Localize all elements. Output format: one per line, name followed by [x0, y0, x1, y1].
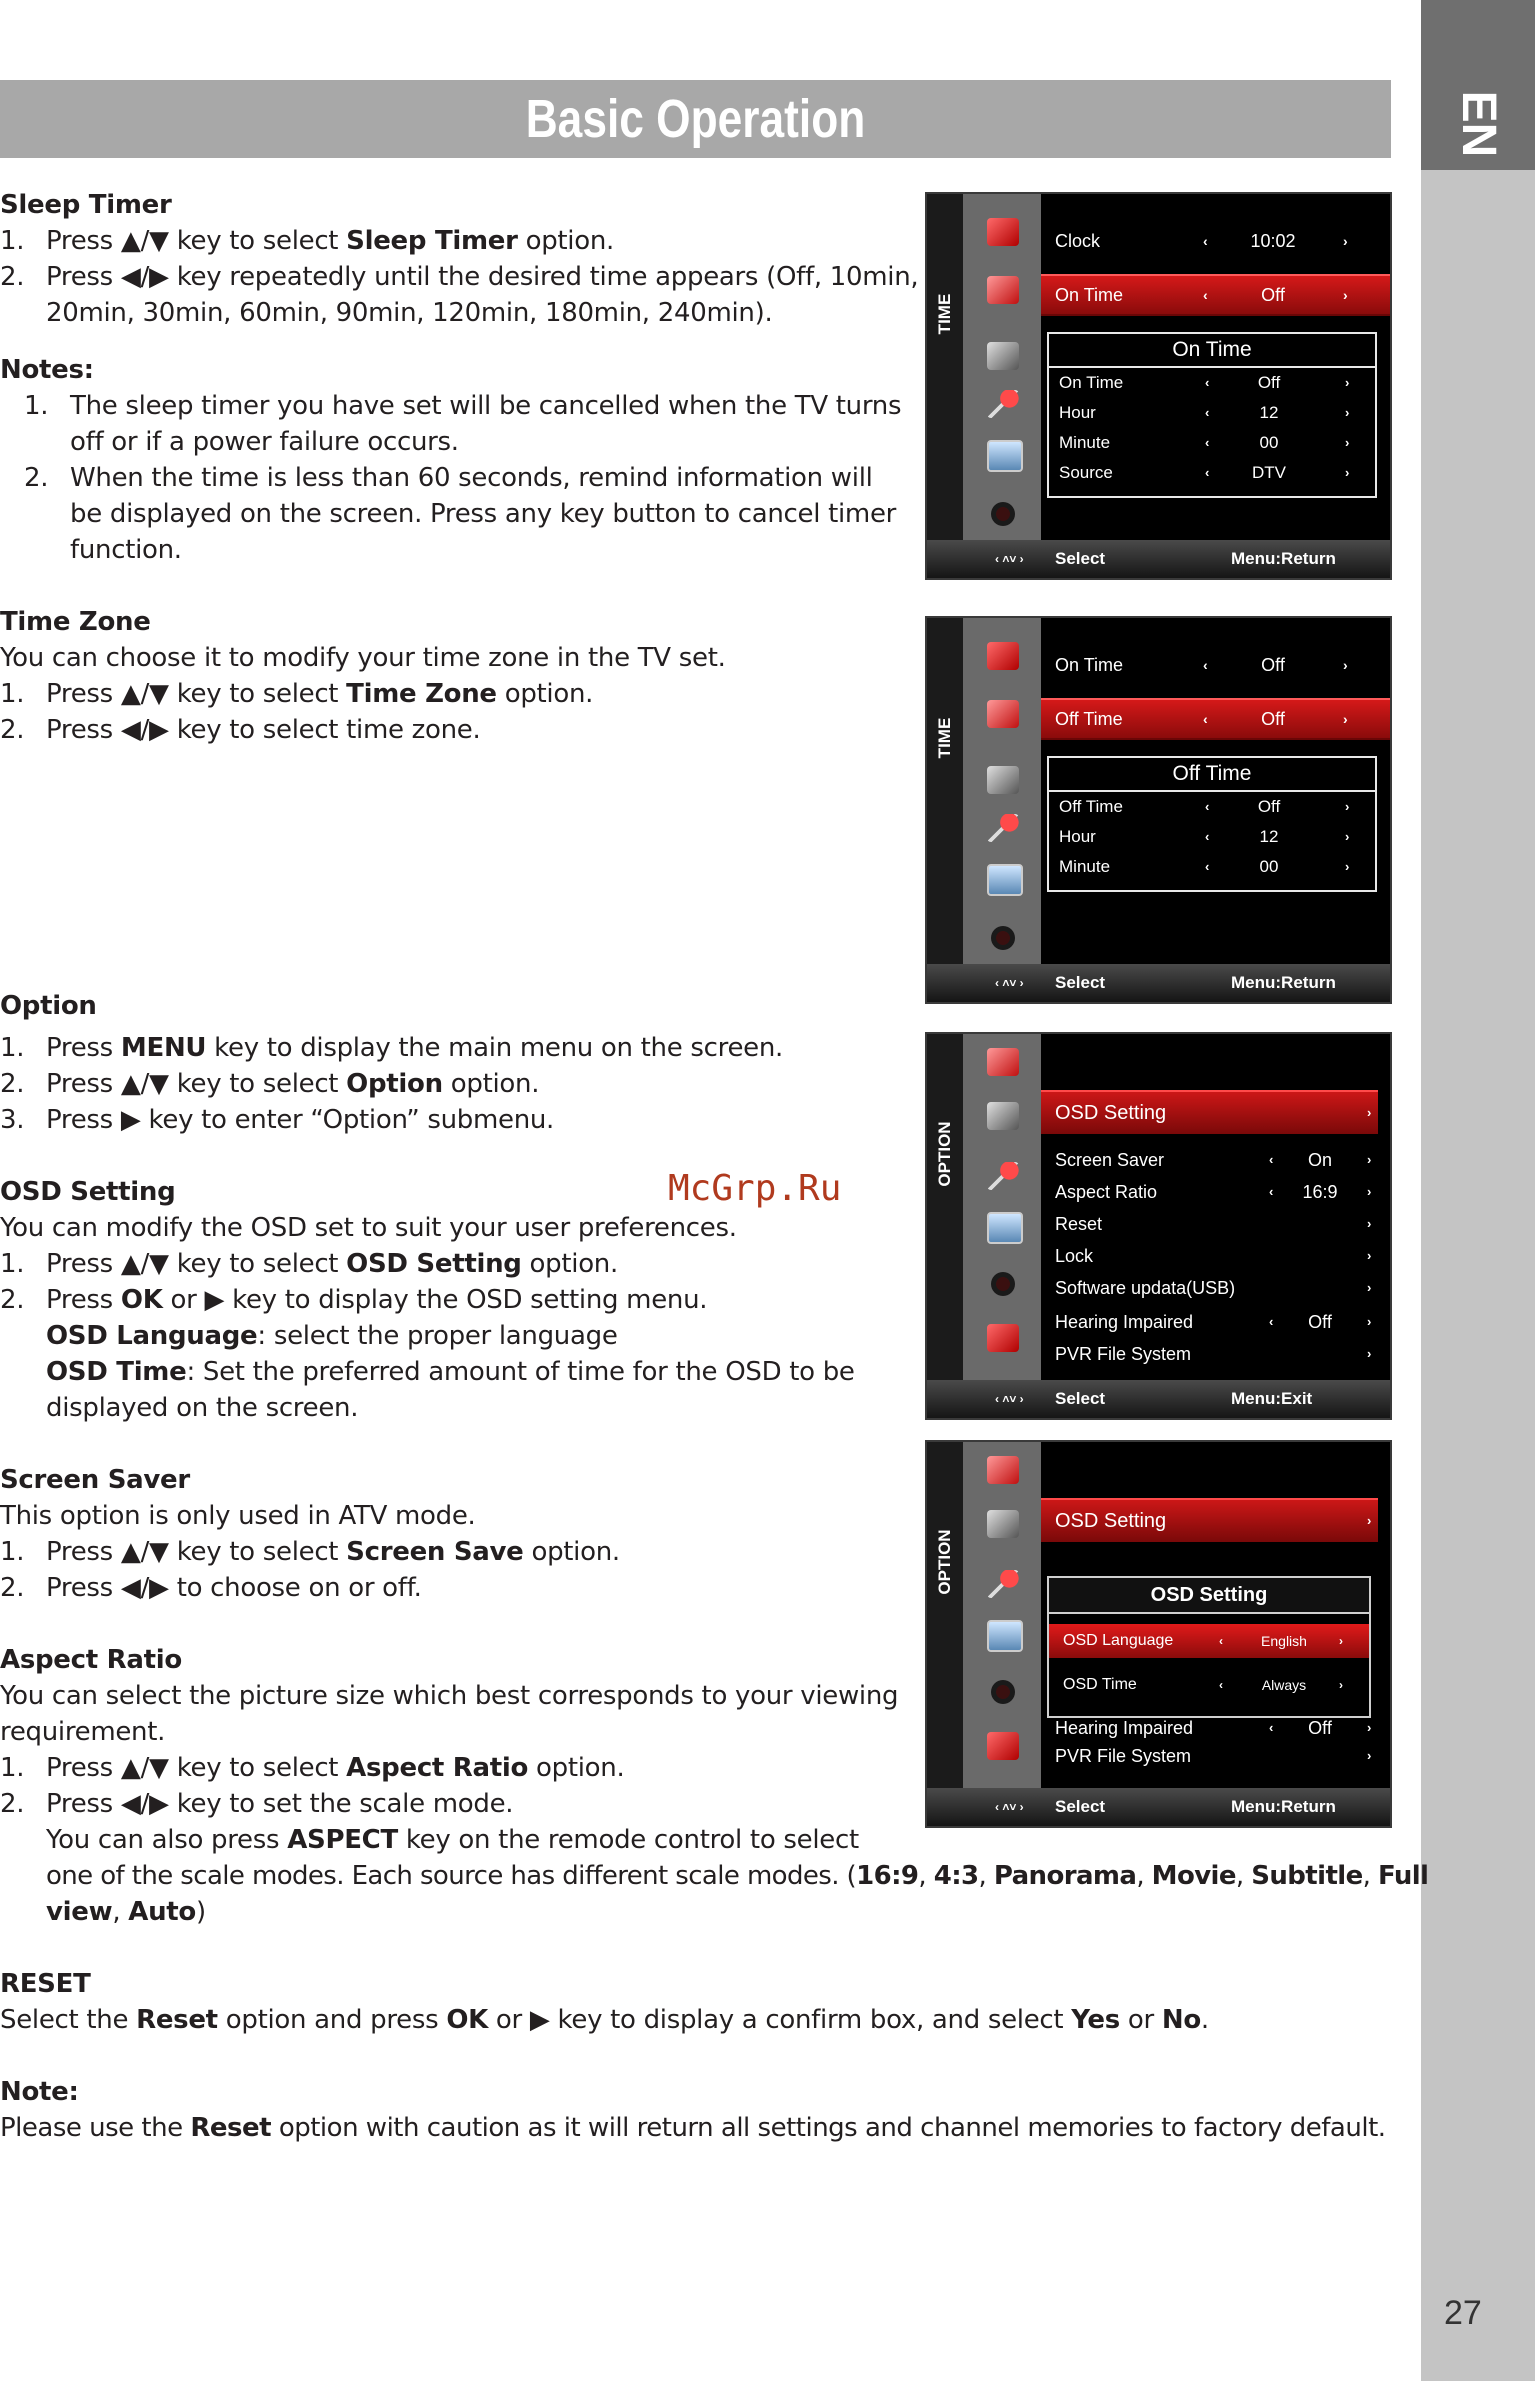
submenu-row-hour[interactable]: Hour ‹ 12 ›: [1059, 827, 1350, 846]
osd-time-desc: OSD Time: Set the preferred amount of time for the OSD to be: [46, 1357, 855, 1387]
osd-intro: You can modify the OSD set to suit your user preferences.: [0, 1213, 737, 1243]
tools-icon[interactable]: [987, 342, 1019, 370]
menu-icon-column: [963, 194, 1041, 540]
timezone-step-1: 1. Press ▲/▼ key to select Time Zone option.: [0, 679, 594, 709]
screensaver-intro: This option is only used in ATV mode.: [0, 1501, 476, 1531]
aspect-modes-cont: view, Auto): [46, 1897, 206, 1927]
monitor-icon[interactable]: [987, 440, 1023, 472]
picture-icon[interactable]: [987, 218, 1019, 246]
aspect-step-2-cont: You can also press ASPECT key on the remode control to select: [46, 1825, 859, 1855]
footer-menu-return: Menu:Return: [1231, 549, 1336, 568]
submenu-title: On Time: [1049, 334, 1375, 368]
timezone-step-2: 2. Press ◀/▶ key to select time zone.: [0, 715, 481, 745]
menu-row-reset[interactable]: Reset ›: [1055, 1214, 1372, 1234]
menu-tab-label: TIME: [935, 293, 954, 335]
lock-icon[interactable]: [991, 1680, 1015, 1704]
screensaver-step-2: 2. Press ◀/▶ to choose on or off.: [0, 1573, 422, 1603]
popup-title: OSD Setting: [1049, 1578, 1369, 1614]
picture-icon[interactable]: [987, 1732, 1019, 1760]
menu-tab: [927, 1442, 963, 1788]
footer-select: Select: [1055, 1797, 1106, 1816]
popup-row-osd-language[interactable]: OSD Language ‹ English ›: [1049, 1624, 1369, 1658]
footer-select: Select: [1055, 973, 1106, 992]
menu-row-ontime-selected[interactable]: On Time ‹ Off ›: [1041, 274, 1390, 316]
note-2-cont: be displayed on the screen. Press any key button to cancel timer: [70, 499, 897, 529]
screensaver-heading: Screen Saver: [0, 1465, 190, 1495]
monitor-icon[interactable]: [987, 1620, 1023, 1652]
osd-heading: OSD Setting: [0, 1177, 176, 1207]
sound-icon[interactable]: [987, 700, 1019, 728]
note-2-cont2: function.: [70, 535, 182, 565]
nav-arrows-icon: ‹ ˄˅ ›: [995, 976, 1024, 990]
osd-setting-popup: [1047, 1576, 1371, 1718]
monitor-icon[interactable]: [987, 864, 1023, 896]
ontime-submenu: [1047, 332, 1377, 498]
menu-row-screen-saver[interactable]: Screen Saver ‹ On ›: [1055, 1150, 1372, 1170]
pin-icon[interactable]: [987, 1570, 1019, 1598]
aspect-step-2: 2. Press ◀/▶ key to set the scale mode.: [0, 1789, 514, 1819]
footer-select: Select: [1055, 1389, 1106, 1408]
pin-icon[interactable]: [987, 1162, 1019, 1190]
footer-menu-return: Menu:Return: [1231, 1797, 1336, 1816]
aspect-modes: one of the scale modes. Each source has different scale modes. (16:9, 4:3, Panorama, Movie, Subtitle, Full: [46, 1861, 1429, 1891]
note-desc: Please use the Reset option with caution as it will return all settings and channel memories to factory default.: [0, 2113, 1386, 2143]
aspect-intro-cont: requirement.: [0, 1717, 166, 1747]
menu-tab: [927, 1034, 963, 1380]
watermark: McGrp.Ru: [668, 1168, 842, 1209]
menu-tab: [927, 194, 963, 540]
osd-language-desc: OSD Language: select the proper language: [46, 1321, 618, 1351]
sleep-step-1: 1. Press ▲/▼ key to select Sleep Timer option.: [0, 226, 614, 256]
section-header: [0, 80, 1391, 158]
osd-step-2: 2. Press OK or ▶ key to display the OSD setting menu.: [0, 1285, 708, 1315]
menu-icon-column: [963, 1034, 1041, 1380]
submenu-row-ontime[interactable]: On Time ‹ Off ›: [1059, 373, 1350, 392]
page-title: Basic Operation: [525, 89, 866, 149]
menu-row-lock[interactable]: Lock ›: [1055, 1246, 1372, 1266]
menu-tab: [927, 618, 963, 964]
menu-row-pvr-file-system[interactable]: PVR File System ›: [1055, 1344, 1372, 1364]
footer-select: Select: [1055, 549, 1106, 568]
osd-step-1: 1. Press ▲/▼ key to select OSD Setting option.: [0, 1249, 618, 1279]
aspect-heading: Aspect Ratio: [0, 1645, 182, 1675]
menu-tab-label: TIME: [935, 717, 954, 759]
menu-row-osd-setting-selected[interactable]: OSD Setting ›: [1041, 1090, 1378, 1134]
footer-menu-return: Menu:Return: [1231, 973, 1336, 992]
page-number: 27: [1444, 2294, 1482, 2332]
reset-desc: Select the Reset option and press OK or ▶ key to display a confirm box, and select Yes or No.: [0, 2005, 1209, 2035]
tv-screen-time-ontime: [925, 192, 1392, 580]
menu-row-ontime[interactable]: On Time ‹ Off ›: [1055, 655, 1348, 675]
aspect-step-1: 1. Press ▲/▼ key to select Aspect Ratio option.: [0, 1753, 625, 1783]
menu-panel: [1041, 194, 1390, 540]
submenu-row-minute[interactable]: Minute ‹ 00 ›: [1059, 433, 1350, 452]
tv-screen-osd-setting: [925, 1440, 1392, 1828]
option-step-1: 1. Press MENU key to display the main menu on the screen.: [0, 1033, 783, 1063]
tv-screen-time-offtime: [925, 616, 1392, 1004]
nav-arrows-icon: ‹ ˄˅ ›: [995, 552, 1024, 566]
option-heading: Option: [0, 991, 97, 1021]
language-label: EN: [1452, 90, 1505, 158]
menu-row-offtime-selected[interactable]: Off Time ‹ Off ›: [1041, 698, 1390, 740]
menu-row-pvr-file-system[interactable]: PVR File System ›: [1055, 1746, 1372, 1766]
nav-arrows-icon: ‹ ˄˅ ›: [995, 1800, 1024, 1814]
menu-row-osd-setting-selected[interactable]: OSD Setting ›: [1041, 1498, 1378, 1542]
screen-footer: [927, 1380, 1390, 1418]
tv-screen-option: [925, 1032, 1392, 1420]
sound-icon[interactable]: [987, 1048, 1019, 1076]
note-1-cont: off or if a power failure occurs.: [70, 427, 459, 457]
menu-tab-label: OPTION: [935, 1529, 954, 1595]
notes-heading: Notes:: [0, 355, 94, 385]
submenu-row-source[interactable]: Source ‹ DTV ›: [1059, 463, 1350, 482]
offtime-submenu: [1047, 756, 1377, 892]
menu-row-aspect-ratio[interactable]: Aspect Ratio ‹ 16:9 ›: [1055, 1182, 1372, 1202]
menu-panel: [1041, 1034, 1390, 1380]
popup-row-osd-time[interactable]: OSD Time ‹ Always ›: [1063, 1676, 1343, 1693]
note-2: 2. When the time is less than 60 seconds, remind information will: [24, 463, 873, 493]
picture-icon[interactable]: [987, 1324, 1019, 1352]
screen-footer: [927, 964, 1390, 1002]
screen-footer: [927, 1788, 1390, 1826]
tools-icon[interactable]: [987, 1102, 1019, 1130]
footer-menu-exit: Menu:Exit: [1231, 1389, 1313, 1408]
submenu-row-minute[interactable]: Minute ‹ 00 ›: [1059, 857, 1350, 876]
pin-icon[interactable]: [987, 814, 1019, 842]
menu-row-software-update[interactable]: Software updata(USB) ›: [1055, 1278, 1372, 1298]
sleep-step-2: 2. Press ◀/▶ key repeatedly until the desired time appears (Off, 10min,: [0, 262, 919, 292]
tools-icon[interactable]: [987, 766, 1019, 794]
menu-icon-column: [963, 1442, 1041, 1788]
lock-icon[interactable]: [991, 1272, 1015, 1296]
menu-row-hearing-impaired[interactable]: Hearing Impaired ‹ Off ›: [1055, 1718, 1372, 1738]
lock-icon[interactable]: [991, 502, 1015, 526]
note-1: 1. The sleep timer you have set will be cancelled when the TV turns: [24, 391, 902, 421]
picture-icon[interactable]: [987, 642, 1019, 670]
menu-icon-column: [963, 618, 1041, 964]
note-heading: Note:: [0, 2077, 79, 2107]
submenu-row-hour[interactable]: Hour ‹ 12 ›: [1059, 403, 1350, 422]
option-step-2: 2. Press ▲/▼ key to select Option option.: [0, 1069, 540, 1099]
screensaver-step-1: 1. Press ▲/▼ key to select Screen Save option.: [0, 1537, 620, 1567]
timezone-heading: Time Zone: [0, 607, 151, 637]
sound-icon[interactable]: [987, 276, 1019, 304]
sound-icon[interactable]: [987, 1456, 1019, 1484]
reset-heading: RESET: [0, 1969, 91, 1999]
language-sidebar: [1421, 0, 1535, 2381]
submenu-row-offtime[interactable]: Off Time ‹ Off ›: [1059, 797, 1350, 816]
submenu-title: Off Time: [1049, 758, 1375, 792]
sleep-step-2-cont: 20min, 30min, 60min, 90min, 120min, 180min, 240min).: [46, 298, 773, 328]
monitor-icon[interactable]: [987, 1212, 1023, 1244]
menu-tab-label: OPTION: [935, 1121, 954, 1187]
menu-row-hearing-impaired[interactable]: Hearing Impaired ‹ Off ›: [1055, 1312, 1372, 1332]
menu-row-clock[interactable]: Clock ‹ 10:02 ›: [1055, 231, 1348, 251]
aspect-intro: You can select the picture size which best corresponds to your viewing: [0, 1681, 899, 1711]
tools-icon[interactable]: [987, 1510, 1019, 1538]
timezone-intro: You can choose it to modify your time zone in the TV set.: [0, 643, 726, 673]
pin-icon[interactable]: [987, 390, 1019, 418]
language-tab: [1421, 0, 1535, 170]
screen-footer: [927, 540, 1390, 578]
sleep-heading: Sleep Timer: [0, 190, 172, 220]
nav-arrows-icon: ‹ ˄˅ ›: [995, 1392, 1024, 1406]
lock-icon[interactable]: [991, 926, 1015, 950]
osd-time-desc-cont: displayed on the screen.: [46, 1393, 359, 1423]
option-step-3: 3. Press ▶ key to enter “Option” submenu.: [0, 1105, 555, 1135]
menu-panel: [1041, 618, 1390, 964]
